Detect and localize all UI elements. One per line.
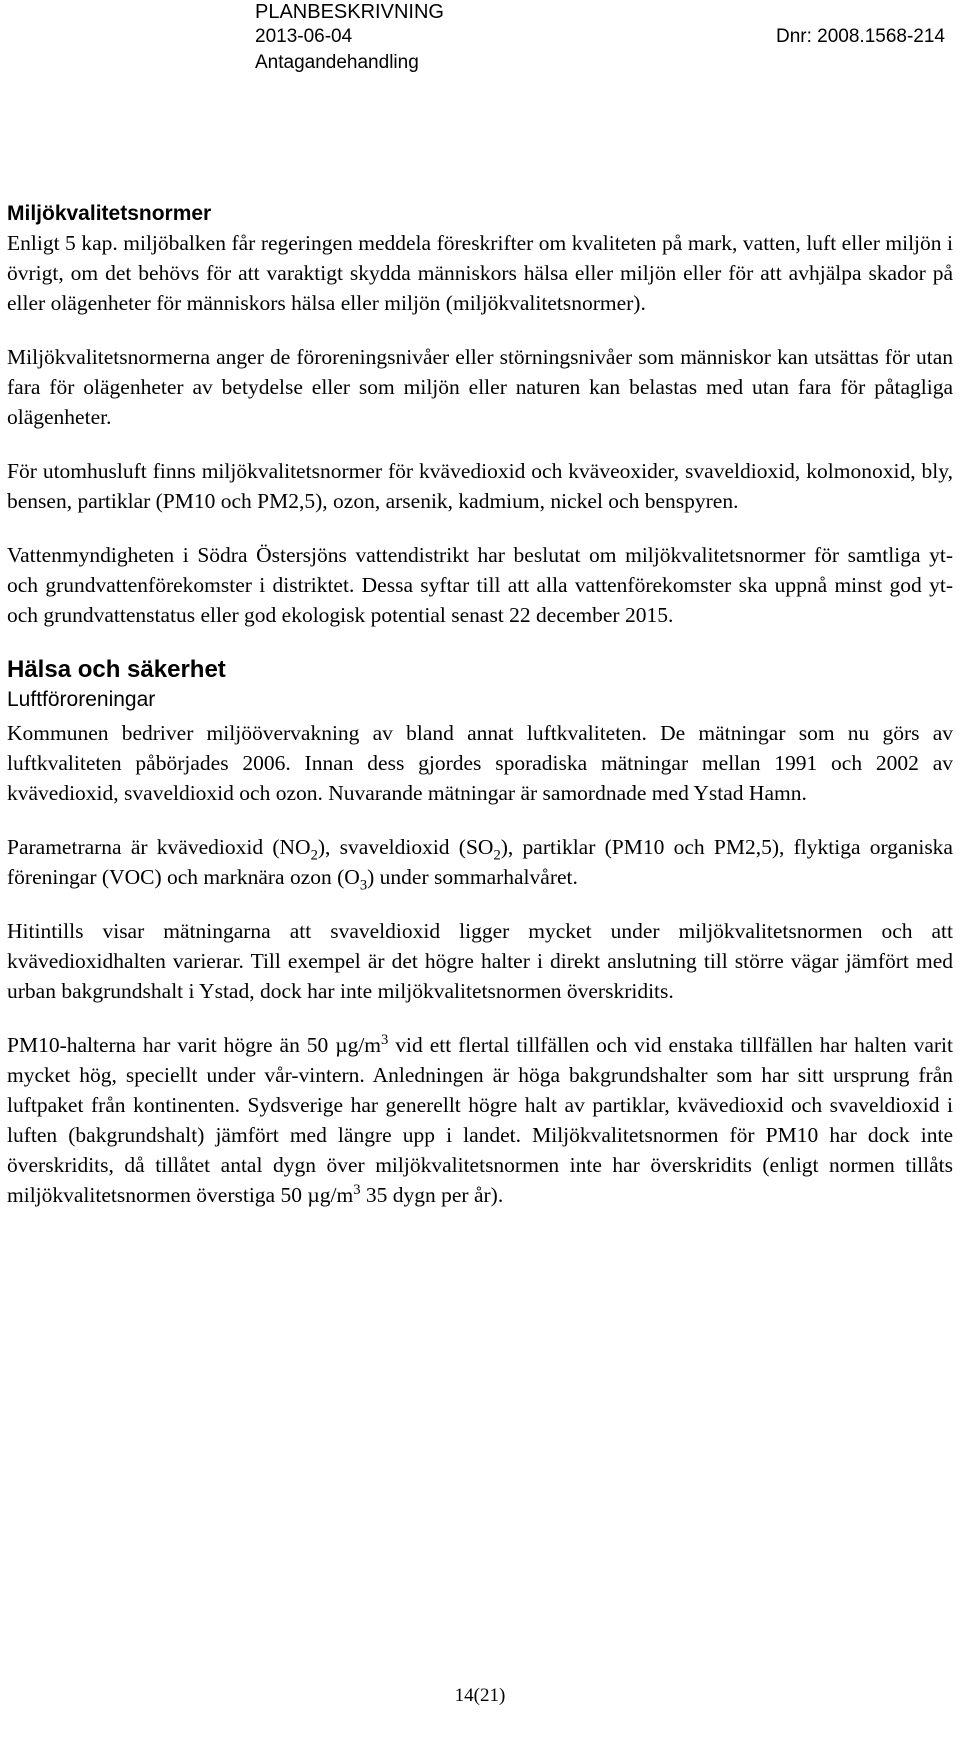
paragraph: Hitintills visar mätningarna att svaveldioxid ligger mycket under miljökvalitetsnormen och att kvävedioxidhalten varierar. Till exempel är det högre halter i direkt anslutning till större vägar jämfört med urban bakgrundshalt i Ystad, dock har inte miljökvalitetsnormen överskridits.	[7, 919, 953, 1003]
text-run: 35 dygn per år).	[360, 1183, 504, 1207]
header-meta-row	[255, 24, 945, 50]
subscript: 3	[359, 877, 368, 894]
paragraph: Enligt 5 kap. miljöbalken får regeringen meddela föreskrifter om kvaliteten på mark, vatten, luft eller miljön i övrigt, om det behövs för att varaktigt skydda människors hälsa eller miljön eller för att avhjälpa skador på eller olägenheter för människors hälsa eller miljön (miljökvalitetsnormer).	[7, 231, 953, 315]
paragraph: Kommunen bedriver miljöövervakning av bland annat luftkvaliteten. De mätningar som nu görs av luftkvaliteten påbörjades 2006. Innan dess gjordes sporadiska mätningar mellan 1991 och 2002 av kvävedioxid, svaveldioxid och ozon. Nuvarande mätningar är samordnade med Ystad Hamn.	[7, 721, 953, 805]
subscript: 2	[310, 847, 318, 864]
section-heading-halsa-och-sakerhet: Hälsa och säkerhet	[7, 656, 226, 683]
document-dnr: Dnr: 2008.1568-214	[775, 26, 945, 47]
paragraph: Miljökvalitetsnormerna anger de föroreningsnivåer eller störningsnivåer som människor kan utsättas för utan fara för olägenheter av betydelse eller som miljön eller naturen kan belastas med utan fara för påtagliga olägenheter.	[7, 345, 953, 429]
section-heading-miljokvalitetsnormer: Miljökvalitetsnormer	[7, 202, 212, 225]
document-stage: Antagandehandling	[255, 52, 419, 73]
paragraph: Vattenmyndigheten i Södra Östersjöns vattendistrikt har beslutat om miljökvalitetsnormer för samtliga yt- och grundvattenförekomster i distriktet. Dessa syftar till att alla vattenförekomster ska uppnå minst god yt- och grundvattenstatus eller god ekologisk potential senast 22 december 2015.	[7, 543, 953, 627]
superscript: 3	[353, 1181, 361, 1198]
paragraph-pm10	[7, 1030, 953, 1210]
text-run: ), svaveldioxid (SO	[317, 835, 494, 859]
text-run: Parametrarna är kvävedioxid (NO	[7, 835, 311, 859]
document-date: 2013-06-04	[255, 26, 353, 47]
paragraph-parameters	[7, 832, 953, 892]
subscript: 2	[493, 847, 501, 864]
text-run: ), partiklar (PM10 och PM2,5), flyktiga organiska föreningar (VOC) och marknära ozon (O	[7, 835, 953, 889]
text-run: vid ett flertal tillfällen och vid enstaka tillfällen har halten varit mycket hög, speciellt under vår-vintern. Anledningen är höga bakgrundshalter som har sitt ursprung från luftpaket från kontinenten. Sydsverige har generellt högre halt av partiklar, kvävedioxid och svaveldioxid i luften (bakgrundshalt) jämfört med längre upp i landet. Miljökvalitetsnormen för PM10 har dock inte överskridits, då tillåtet antal dygn över miljökvalitetsnormen inte har överskridits (enligt normen tillåts miljökvalitetsnormen överstiga 50 µg/m	[7, 1033, 953, 1207]
page-number: 14(21)	[454, 1685, 506, 1706]
page-content	[7, 200, 953, 1234]
subheading-luftfororeningar: Luftföroreningar	[7, 688, 156, 711]
page-header	[255, 0, 945, 76]
text-run: ) under sommarhalvåret.	[367, 865, 578, 889]
superscript: 3	[381, 1031, 389, 1048]
document-title: PLANBESKRIVNING	[255, 1, 444, 23]
paragraph: För utomhusluft finns miljökvalitetsnormer för kvävedioxid och kväveoxider, svaveldioxid, kolmonoxid, bly, bensen, partiklar (PM10 och PM2,5), ozon, arsenik, kadmium, nickel och benspyren.	[7, 459, 953, 513]
text-run: PM10-halterna har varit högre än 50 µg/m	[7, 1033, 382, 1057]
